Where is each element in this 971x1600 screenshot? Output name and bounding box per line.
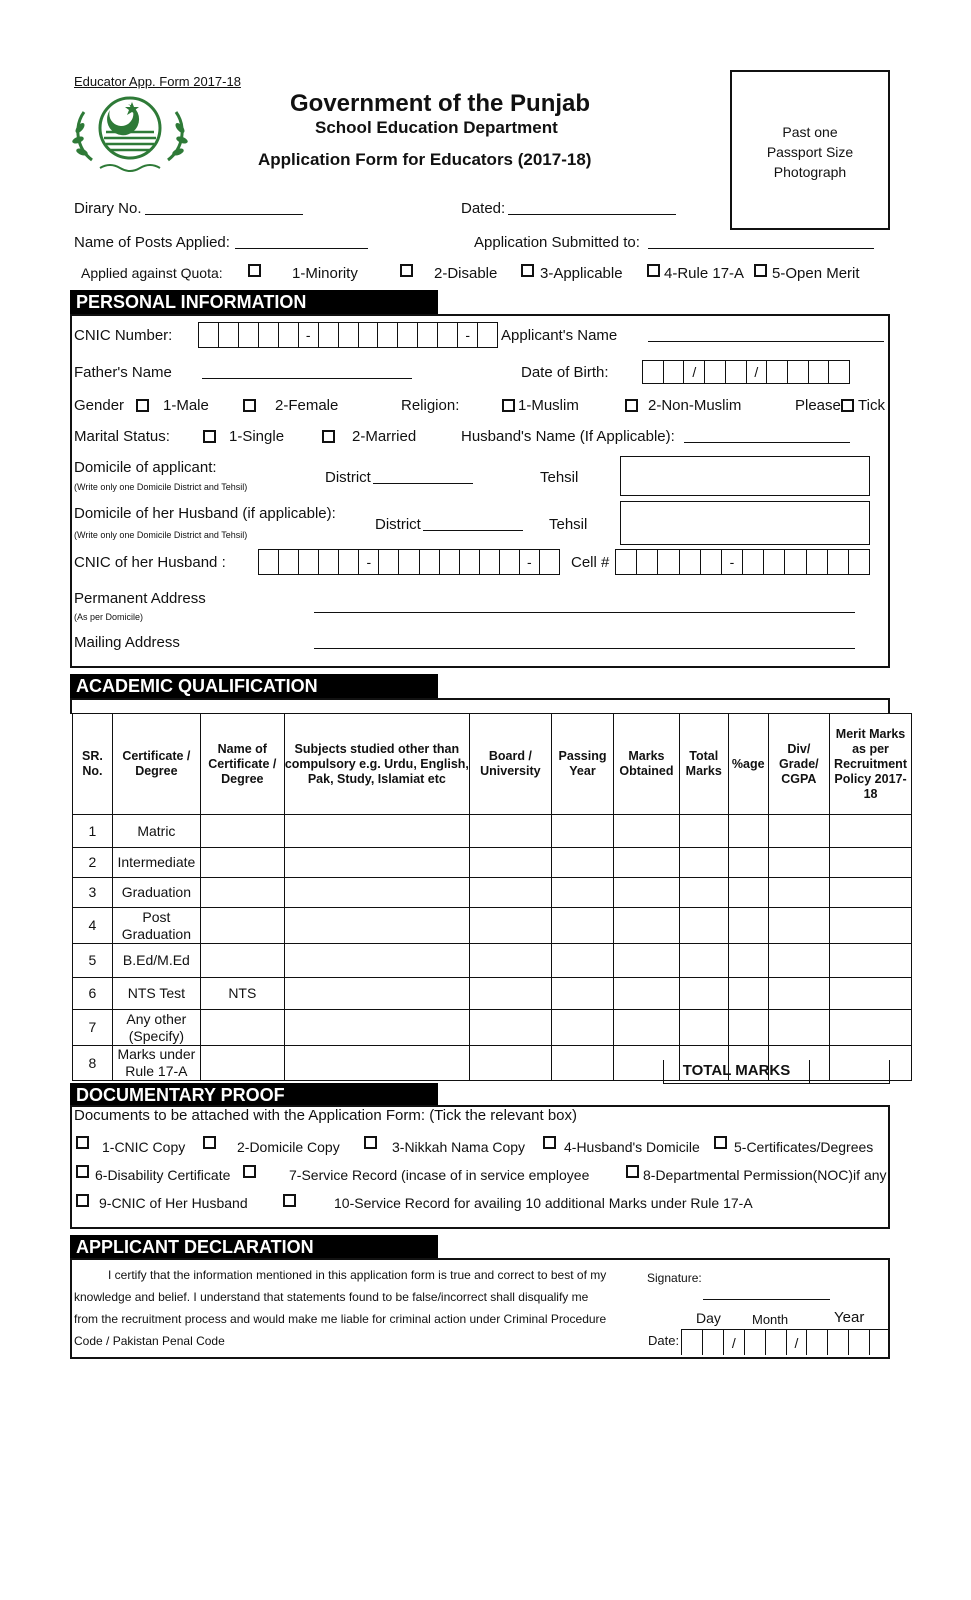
entry-cell[interactable] — [728, 1010, 768, 1046]
col-header: Div/ Grade/ CGPA — [768, 714, 829, 815]
domicile-district-input[interactable] — [373, 483, 473, 484]
cert-cell: Post Graduation — [112, 908, 200, 944]
entry-cell[interactable] — [830, 848, 912, 878]
marital-status-label: Marital Status: — [74, 428, 170, 445]
entry-cell[interactable]: NTS — [200, 978, 284, 1010]
cnic-boxes[interactable]: - - — [198, 322, 498, 348]
documentary-heading: DOCUMENTARY PROOF — [70, 1083, 438, 1107]
as-per-domicile-note: (As per Domicile) — [74, 612, 144, 622]
entry-cell[interactable] — [830, 978, 912, 1010]
month-label: Month — [752, 1312, 789, 1327]
entry-cell[interactable] — [679, 978, 728, 1010]
entry-cell[interactable] — [469, 944, 551, 978]
punjab-govt-logo — [70, 90, 190, 182]
tick-icon — [841, 399, 854, 412]
entry-cell[interactable] — [728, 815, 768, 848]
academic-frame-top — [70, 698, 890, 714]
quota-option: 5-Open Merit — [772, 265, 860, 282]
husband-district-input[interactable] — [423, 530, 523, 531]
doc-checkbox-noc[interactable] — [626, 1165, 639, 1178]
quota-option: 3-Applicable — [540, 265, 623, 282]
cell-label: Cell # — [571, 554, 610, 571]
domicile-note: (Write only one Domicile District and Tehsil) — [74, 482, 248, 492]
photo-box[interactable] — [730, 70, 890, 230]
district-label: District — [325, 469, 371, 486]
permanent-address-input[interactable] — [314, 612, 855, 613]
signature-label: Signature: — [647, 1271, 702, 1285]
entry-cell[interactable] — [200, 848, 284, 878]
col-header: Name of Certificate / Degree — [200, 714, 284, 815]
cert-cell: Matric — [112, 815, 200, 848]
entry-cell[interactable] — [551, 944, 613, 978]
declaration-line: knowledge and belief. I understand that statements found to be false/incorrect shall disqualify me — [74, 1290, 589, 1304]
table-row — [73, 878, 912, 908]
entry-cell[interactable] — [284, 815, 469, 848]
doc-checkbox-rule17a-service[interactable] — [283, 1194, 296, 1207]
entry-cell[interactable] — [551, 815, 613, 848]
entry-cell[interactable] — [679, 848, 728, 878]
col-header: Total Marks — [679, 714, 728, 815]
cnic-husband-boxes[interactable]: - - — [258, 549, 560, 575]
entry-cell[interactable] — [469, 908, 551, 944]
col-header: Board / University — [469, 714, 551, 815]
religion-label: Religion: — [401, 397, 460, 414]
quota-label: Applied against Quota: — [81, 265, 223, 281]
entry-cell[interactable] — [728, 944, 768, 978]
entry-cell[interactable] — [768, 944, 829, 978]
entry-cell[interactable] — [469, 1046, 551, 1081]
sr-cell: 1 — [73, 815, 113, 848]
entry-cell[interactable] — [614, 848, 679, 878]
col-header: Certificate / Degree — [112, 714, 200, 815]
quota-option: 4-Rule 17-A — [664, 265, 745, 282]
day-label: Day — [696, 1310, 721, 1326]
cert-cell: B.Ed/M.Ed — [112, 944, 200, 978]
sr-cell: 4 — [73, 908, 113, 944]
doc-label: 10-Service Record for availing 10 additional Marks under Rule 17-A — [334, 1195, 753, 1211]
col-header: Subjects studied other than compulsory e.g. Urdu, English, Pak, Study, Islamiat etc — [284, 714, 469, 815]
col-header: Passing Year — [551, 714, 613, 815]
entry-cell[interactable] — [469, 978, 551, 1010]
doc-checkbox-disability[interactable] — [76, 1165, 89, 1178]
doc-checkbox-service-record[interactable] — [243, 1165, 256, 1178]
entry-cell[interactable] — [728, 908, 768, 944]
posts-input[interactable] — [235, 248, 368, 249]
doc-label: 3-Nikkah Nama Copy — [392, 1139, 526, 1155]
date-label: Date: — [648, 1333, 680, 1348]
entry-cell[interactable] — [469, 1010, 551, 1046]
domicile-tehsil-input[interactable] — [620, 456, 870, 496]
personal-info-heading: PERSONAL INFORMATION — [70, 290, 438, 314]
gender-female-label: 2-Female — [275, 397, 339, 414]
entry-cell[interactable] — [284, 978, 469, 1010]
tick-label: Tick — [858, 397, 885, 414]
sr-cell: 2 — [73, 848, 113, 878]
entry-cell[interactable] — [551, 1046, 613, 1081]
total-marks-label: TOTAL MARKS — [663, 1060, 810, 1084]
cert-cell: NTS Test — [112, 978, 200, 1010]
cert-cell: Marks under Rule 17-A — [112, 1046, 200, 1081]
husband-name-input[interactable] — [684, 442, 850, 443]
doc-label: 9-CNIC of Her Husband — [99, 1195, 248, 1211]
husband-tehsil-input[interactable] — [620, 501, 870, 545]
entry-cell[interactable] — [830, 908, 912, 944]
entry-cell[interactable] — [768, 815, 829, 848]
entry-cell[interactable] — [768, 848, 829, 878]
marital-married-label: 2-Married — [352, 428, 417, 445]
entry-cell[interactable] — [679, 944, 728, 978]
district-label: District — [375, 516, 421, 533]
quota-checkbox-rule17a[interactable] — [647, 264, 660, 277]
entry-cell[interactable] — [551, 878, 613, 908]
marital-single-label: 1-Single — [229, 428, 285, 445]
entry-cell[interactable] — [469, 815, 551, 848]
entry-cell[interactable] — [614, 1010, 679, 1046]
entry-cell[interactable] — [679, 1010, 728, 1046]
doc-label: 1-CNIC Copy — [102, 1139, 186, 1155]
entry-cell[interactable] — [284, 1046, 469, 1081]
form-reference: Educator App. Form 2017-18 — [74, 74, 241, 89]
entry-cell[interactable] — [614, 944, 679, 978]
quota-checkbox-minority[interactable] — [248, 264, 261, 277]
entry-cell[interactable] — [768, 908, 829, 944]
entry-cell[interactable] — [614, 908, 679, 944]
entry-cell[interactable] — [200, 1010, 284, 1046]
sr-cell: 8 — [73, 1046, 113, 1081]
domicile-husband-label: Domicile of her Husband (if applicable): — [74, 505, 336, 522]
doc-checkbox-domicile[interactable] — [203, 1136, 216, 1149]
entry-cell[interactable] — [469, 878, 551, 908]
quota-checkbox-disable[interactable] — [400, 264, 413, 277]
academic-header-row — [73, 714, 912, 815]
academic-table — [72, 713, 912, 1081]
photo-text-line: Photograph — [773, 164, 847, 180]
sr-cell: 3 — [73, 878, 113, 908]
entry-cell[interactable] — [284, 908, 469, 944]
mailing-address-label: Mailing Address — [74, 634, 180, 651]
academic-heading: ACADEMIC QUALIFICATION — [70, 674, 438, 698]
entry-cell[interactable] — [728, 848, 768, 878]
entry-cell[interactable] — [200, 944, 284, 978]
domicile-applicant-label: Domicile of applicant: — [74, 459, 217, 476]
entry-cell[interactable] — [614, 878, 679, 908]
doc-label: 6-Disability Certificate — [95, 1167, 231, 1183]
religion-muslim-label: 1-Muslim — [518, 397, 579, 414]
table-row — [73, 978, 912, 1010]
doc-label: 4-Husband's Domicile — [564, 1139, 700, 1155]
tehsil-label: Tehsil — [549, 516, 588, 533]
father-name-input[interactable] — [202, 378, 412, 379]
diary-label: Dirary No. — [74, 200, 142, 217]
year-label: Year — [834, 1309, 865, 1326]
permanent-address-label: Permanent Address — [74, 590, 206, 607]
entry-cell[interactable] — [551, 848, 613, 878]
mailing-address-input[interactable] — [314, 648, 855, 649]
cert-cell: Intermediate — [112, 848, 200, 878]
photo-text-line: Passport Size — [766, 144, 854, 160]
religion-non-muslim-label: 2-Non-Muslim — [648, 397, 742, 414]
total-marks-input[interactable] — [809, 1060, 890, 1084]
table-row — [73, 944, 912, 978]
applicant-name-input[interactable] — [648, 341, 884, 342]
religion-non-muslim-checkbox[interactable] — [625, 399, 638, 412]
sr-cell: 6 — [73, 978, 113, 1010]
quota-option: 1-Minority — [292, 265, 358, 282]
doc-checkbox-certificates[interactable] — [714, 1136, 727, 1149]
table-row — [73, 815, 912, 848]
cnic-label: CNIC Number: — [74, 327, 173, 344]
cnic-husband-label: CNIC of her Husband : — [74, 554, 226, 571]
declaration-text — [74, 1264, 644, 1352]
department-title: School Education Department — [315, 118, 558, 137]
documents-intro: Documents to be attached with the Application Form: (Tick the relevant box) — [74, 1107, 578, 1124]
doc-label: 7-Service Record (incase of in service employee — [289, 1167, 590, 1183]
entry-cell[interactable] — [830, 1010, 912, 1046]
col-header: SR. No. — [73, 714, 113, 815]
marital-married-checkbox[interactable] — [322, 430, 335, 443]
entry-cell[interactable] — [200, 878, 284, 908]
declaration-line: Code / Pakistan Penal Code — [74, 1334, 225, 1348]
father-name-label: Father's Name — [74, 364, 172, 381]
col-header: Merit Marks as per Recruitment Policy 2017-18 — [830, 714, 912, 815]
dated-input[interactable] — [508, 214, 676, 215]
doc-label: 5-Certificates/Degrees — [734, 1139, 874, 1155]
entry-cell[interactable] — [284, 944, 469, 978]
table-row — [73, 1010, 912, 1046]
dob-label: Date of Birth: — [521, 364, 609, 381]
entry-cell[interactable] — [200, 1046, 284, 1081]
entry-cell[interactable] — [284, 878, 469, 908]
entry-cell[interactable] — [830, 878, 912, 908]
quota-option: 2-Disable — [434, 265, 498, 282]
gender-male-checkbox[interactable] — [136, 399, 149, 412]
table-row — [73, 908, 912, 944]
declaration-line: I certify that the information mentioned in this application form is true and correct to best of my — [108, 1268, 607, 1282]
doc-checkbox-nikkah[interactable] — [364, 1136, 377, 1149]
government-title: Government of the Punjab — [290, 90, 591, 117]
diary-input[interactable] — [145, 214, 303, 215]
entry-cell[interactable] — [768, 878, 829, 908]
entry-cell[interactable] — [768, 978, 829, 1010]
declaration-line: from the recruitment process and would make me liable for criminal action under Criminal Procedure — [74, 1312, 607, 1326]
table-row — [73, 848, 912, 878]
doc-checkbox-cnic[interactable] — [76, 1136, 89, 1149]
dated-label: Dated: — [461, 200, 506, 217]
doc-label: 8-Departmental Permission(NOC)if any — [643, 1167, 887, 1183]
doc-label: 2-Domicile Copy — [237, 1139, 340, 1155]
please-label: Please — [795, 397, 841, 414]
entry-cell[interactable] — [830, 815, 912, 848]
entry-cell[interactable] — [768, 1010, 829, 1046]
entry-cell[interactable] — [284, 848, 469, 878]
cell-boxes[interactable]: - — [615, 549, 870, 575]
cert-cell: Any other (Specify) — [112, 1010, 200, 1046]
gender-female-checkbox[interactable] — [243, 399, 256, 412]
entry-cell[interactable] — [679, 815, 728, 848]
entry-cell[interactable] — [679, 908, 728, 944]
gender-male-label: 1-Male — [163, 397, 209, 414]
col-header: Marks Obtained — [614, 714, 679, 815]
entry-cell[interactable] — [614, 978, 679, 1010]
entry-cell[interactable] — [469, 848, 551, 878]
col-header: %age — [728, 714, 768, 815]
form-title: Application Form for Educators (2017-18) — [258, 150, 592, 169]
declaration-heading: APPLICANT DECLARATION — [70, 1235, 438, 1259]
entry-cell[interactable] — [551, 978, 613, 1010]
sr-cell: 5 — [73, 944, 113, 978]
signature-input[interactable] — [703, 1299, 830, 1300]
entry-cell[interactable] — [200, 908, 284, 944]
photo-text-line: Past one — [782, 124, 838, 140]
entry-cell[interactable] — [830, 944, 912, 978]
declaration-date-boxes[interactable]: / / — [681, 1329, 890, 1355]
quota-checkbox-open-merit[interactable] — [754, 264, 767, 277]
entry-cell[interactable] — [679, 878, 728, 908]
religion-muslim-checkbox[interactable] — [502, 399, 515, 412]
entry-cell[interactable] — [551, 908, 613, 944]
entry-cell[interactable] — [728, 878, 768, 908]
marital-single-checkbox[interactable] — [203, 430, 216, 443]
doc-checkbox-husband-domicile[interactable] — [543, 1136, 556, 1149]
cert-cell: Graduation — [112, 878, 200, 908]
dob-boxes[interactable]: / / — [642, 360, 850, 384]
posts-label: Name of Posts Applied: — [74, 234, 230, 251]
tehsil-label: Tehsil — [540, 469, 579, 486]
entry-cell[interactable] — [200, 815, 284, 848]
domicile-note: (Write only one Domicile District and Tehsil) — [74, 530, 248, 540]
doc-checkbox-husband-cnic[interactable] — [76, 1194, 89, 1207]
quota-checkbox-applicable[interactable] — [521, 264, 534, 277]
entry-cell[interactable] — [728, 978, 768, 1010]
husband-name-label: Husband's Name (If Applicable): — [461, 428, 675, 445]
sr-cell: 7 — [73, 1010, 113, 1046]
applicant-name-label: Applicant's Name — [501, 327, 618, 344]
submitted-to-label: Application Submitted to: — [474, 234, 640, 251]
submitted-to-input[interactable] — [648, 248, 874, 249]
entry-cell[interactable] — [551, 1010, 613, 1046]
entry-cell[interactable] — [614, 815, 679, 848]
entry-cell[interactable] — [284, 1010, 469, 1046]
gender-label: Gender — [74, 397, 125, 414]
